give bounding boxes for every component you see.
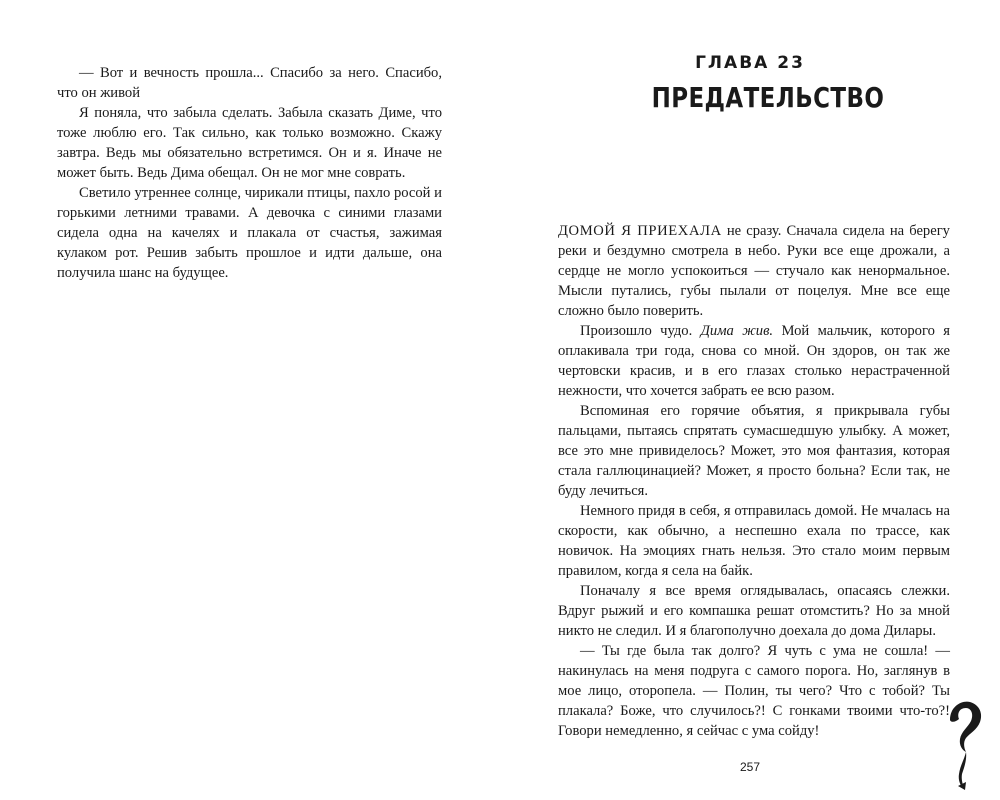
paragraph: Я поняла, что забыла сделать. Забыла сказать Диме, что тоже люблю его. Так сильно, как только возможно. Скажу завтра. Ведь мы обязательно встретимся. Он и я. Иначе не может быть. Ведь Дима обещал. Он не мог мне соврать.: [57, 105, 442, 181]
emphasis-text: Дима жив.: [700, 323, 774, 339]
paragraph: [558, 321, 950, 401]
page-number: 257: [739, 760, 761, 774]
paragraph: [558, 221, 950, 321]
paragraph-text: Мой мальчик, которого я оплакивала три года, снова со мной. Он здоров, он так же чертовски красив, и в его глазах столько нерастраченной нежности, что хочется забрать ее всю разом.: [558, 323, 950, 399]
chapter-number: ГЛАВА 23: [695, 53, 805, 73]
right-page: [500, 0, 1000, 800]
left-page-text: [57, 63, 442, 283]
paragraph-text: не сразу. Сначала сидела на берегу реки и бездумно смотрела в небо. Руки все еще дрожали, а сердце не могло успокоиться — стучало как ненормальное. Мысли путались, губы пылали от поцелуя. Мне все еще сложно было поверить.: [558, 223, 950, 319]
paragraph-text: Произошло чудо.: [580, 323, 701, 339]
paragraph: — Вот и вечность прошла... Спасибо за него. Спасибо, что он живой: [57, 65, 442, 101]
paragraph: — Ты где была так долго? Я чуть с ума не сошла! — накинулась на меня подруга с самого порога. Но, заглянув в мое лицо, оторопела. — Полин, ты чего? Что с тобой? Ты плакала? Боже, что случилось?! С гонками твоими что-то?! Говори немедленно, я сейчас с ума сойду!: [558, 643, 950, 739]
chapter-lead-caps: ДОМОЙ Я ПРИЕХАЛА: [558, 223, 722, 239]
question-mark-ornament-icon: [944, 700, 984, 792]
chapter-title: ПРЕДАТЕЛЬСТВО: [651, 81, 885, 114]
paragraph: Поначалу я все время оглядывалась, опасаясь слежки. Вдруг рыжий и его компашка решат отомстить? Но за мной никто не следил. И я благополучно доехала до дома Дилары.: [558, 583, 950, 639]
right-page-text: [558, 221, 950, 741]
paragraph: Светило утреннее солнце, чирикали птицы, пахло росой и горькими летними травами. А девочка с синими глазами сидела одна на качелях и плакала от счастья, зажимая кулаком рот. Решив забыть прошлое и идти дальше, она получила шанс на будущее.: [57, 185, 442, 281]
paragraph: Вспоминая его горячие объятия, я прикрывала губы пальцами, пытаясь спрятать сумасшедшую улыбку. А может, все это мне привиделось? Может, это моя фантазия, которая стала галлюцинацией? Может, я просто больна? Если так, не буду лечиться.: [558, 403, 950, 499]
paragraph: Немного придя в себя, я отправилась домой. Не мчалась на скорости, как обычно, а неспешно ехала по трассе, как новичок. На эмоциях гнать нельзя. Это стало моим первым правилом, когда я села на байк.: [558, 503, 950, 579]
